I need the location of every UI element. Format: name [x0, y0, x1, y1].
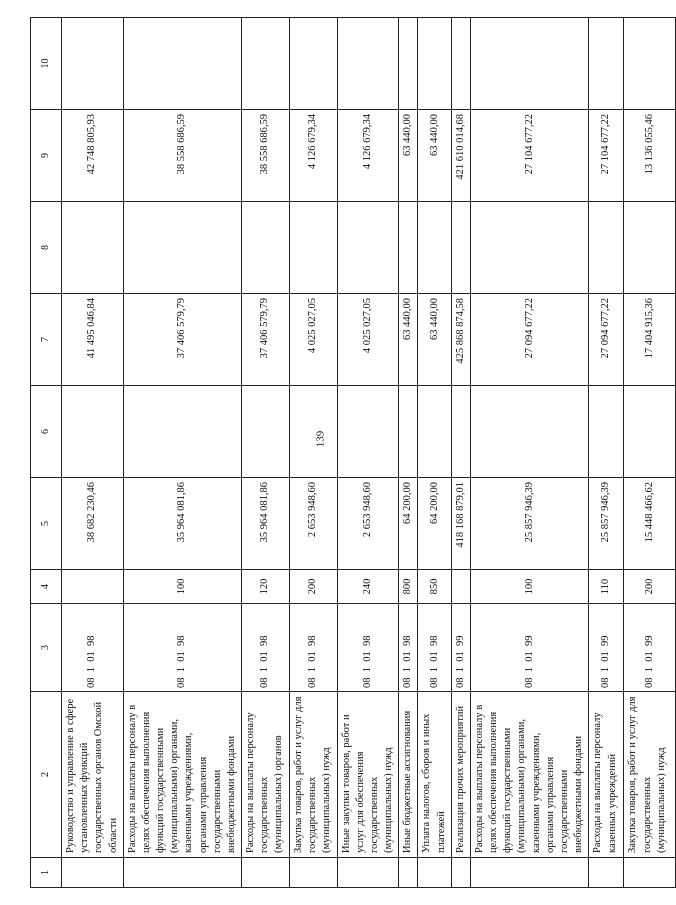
value-col5-cell: 25 857 946,39	[470, 478, 588, 570]
row-kvr-cell: 800	[399, 570, 418, 604]
row-name-cell: Уплата налогов, сборов и иных платежей	[418, 692, 451, 858]
table-row	[337, 18, 399, 888]
row-code-cell: 08 1 01 98	[337, 604, 399, 692]
value-col8-cell	[624, 202, 676, 294]
row-code-cell: 08 1 01 99	[589, 604, 624, 692]
row-kvr-cell: 240	[337, 570, 399, 604]
value-col7-cell: 37 406 579,79	[242, 294, 290, 386]
first-col-cell	[62, 858, 124, 888]
header-cell: 3	[31, 604, 62, 692]
header-row	[31, 18, 62, 888]
value-col5-cell: 64 200,00	[399, 478, 418, 570]
value-col8-cell	[470, 202, 588, 294]
row-code-cell: 08 1 01 98	[399, 604, 418, 692]
value-col6-cell	[624, 386, 676, 478]
value-col10-cell	[290, 18, 338, 110]
row-name-cell: Закупка товаров, работ и услуг для государственных (муниципальных) нужд	[624, 692, 676, 858]
row-code-cell: 08 1 01 99	[470, 604, 588, 692]
value-col10-cell	[242, 18, 290, 110]
value-col10-cell	[451, 18, 470, 110]
row-name-cell: Расходы на выплаты персоналу казенных учреждений	[589, 692, 624, 858]
value-col9-cell: 63 440,00	[399, 110, 418, 202]
header-cell: 1	[31, 858, 62, 888]
row-code-cell: 08 1 01 98	[123, 604, 241, 692]
value-col9-cell: 4 126 679,34	[290, 110, 338, 202]
value-col6-cell	[123, 386, 241, 478]
value-col7-cell: 425 868 874,58	[451, 294, 470, 386]
value-col5-cell: 2 653 948,60	[337, 478, 399, 570]
row-kvr-cell: 100	[123, 570, 241, 604]
value-col5-cell: 2 653 948,60	[290, 478, 338, 570]
value-col5-cell: 64 200,00	[418, 478, 451, 570]
first-col-cell	[123, 858, 241, 888]
first-col-cell	[418, 858, 451, 888]
row-name-cell: Иные бюджетные ассигнования	[399, 692, 418, 858]
row-kvr-cell	[62, 570, 124, 604]
value-col8-cell	[399, 202, 418, 294]
value-col9-cell: 13 136 055,46	[624, 110, 676, 202]
value-col9-cell: 38 558 686,59	[242, 110, 290, 202]
row-kvr-cell	[451, 570, 470, 604]
value-col8-cell	[418, 202, 451, 294]
table-row	[451, 18, 470, 888]
row-name-cell: Расходы на выплаты персоналу в целях обеспечения выполнения функций государственными (муниципальными) органами, казенными учреждениями, органами управления государственными внебюджетными фондами	[470, 692, 588, 858]
value-col9-cell: 421 610 014,68	[451, 110, 470, 202]
value-col9-cell: 38 558 686,59	[123, 110, 241, 202]
value-col5-cell: 15 448 466,62	[624, 478, 676, 570]
first-col-cell	[242, 858, 290, 888]
value-col7-cell: 27 094 677,22	[589, 294, 624, 386]
value-col7-cell: 27 094 677,22	[470, 294, 588, 386]
row-kvr-cell: 200	[290, 570, 338, 604]
value-col7-cell: 63 440,00	[399, 294, 418, 386]
value-col8-cell	[290, 202, 338, 294]
row-kvr-cell: 200	[624, 570, 676, 604]
value-col9-cell: 27 104 677,22	[589, 110, 624, 202]
value-col9-cell: 27 104 677,22	[470, 110, 588, 202]
header-cell: 9	[31, 110, 62, 202]
budget-table-rotated	[30, 18, 667, 888]
value-col5-cell: 25 857 946,39	[589, 478, 624, 570]
value-col10-cell	[589, 18, 624, 110]
value-col9-cell: 42 748 805,93	[62, 110, 124, 202]
header-cell: 6	[31, 386, 62, 478]
row-name-cell: Расходы на выплаты персоналу государственных (муниципальных) органов	[242, 692, 290, 858]
first-col-cell	[624, 858, 676, 888]
value-col6-cell	[399, 386, 418, 478]
value-col10-cell	[337, 18, 399, 110]
row-name-cell: Руководство и управление в сфере установленных функций государственных органов Омской области	[62, 692, 124, 858]
row-name-cell: Закупка товаров, работ и услуг для государственных (муниципальных) нужд	[290, 692, 338, 858]
header-cell: 10	[31, 18, 62, 110]
value-col6-cell	[470, 386, 588, 478]
value-col8-cell	[123, 202, 241, 294]
row-kvr-cell: 120	[242, 570, 290, 604]
row-code-cell: 08 1 01 98	[290, 604, 338, 692]
value-col6-cell	[337, 386, 399, 478]
header-cell: 8	[31, 202, 62, 294]
value-col9-cell: 63 440,00	[418, 110, 451, 202]
page-number: 139	[314, 430, 327, 448]
row-code-cell: 08 1 01 98	[242, 604, 290, 692]
header-cell: 5	[31, 478, 62, 570]
value-col6-cell	[62, 386, 124, 478]
row-kvr-cell: 850	[418, 570, 451, 604]
value-col7-cell: 41 495 046,84	[62, 294, 124, 386]
header-cell: 4	[31, 570, 62, 604]
first-col-cell	[589, 858, 624, 888]
value-col8-cell	[451, 202, 470, 294]
value-col7-cell: 4 025 027,05	[337, 294, 399, 386]
row-kvr-cell: 110	[589, 570, 624, 604]
value-col6-cell	[290, 386, 338, 478]
value-col10-cell	[418, 18, 451, 110]
table-row	[418, 18, 451, 888]
value-col7-cell: 17 404 915,36	[624, 294, 676, 386]
header-cell: 2	[31, 692, 62, 858]
value-col7-cell: 63 440,00	[418, 294, 451, 386]
row-code-cell: 08 1 01 99	[451, 604, 470, 692]
budget-table	[30, 17, 676, 888]
value-col5-cell: 418 168 879,01	[451, 478, 470, 570]
header-cell: 7	[31, 294, 62, 386]
value-col5-cell: 35 964 081,86	[242, 478, 290, 570]
value-col7-cell: 4 025 027,05	[290, 294, 338, 386]
value-col6-cell	[242, 386, 290, 478]
value-col6-cell	[589, 386, 624, 478]
row-name-cell: Иные закупки товаров, работ и услуг для обеспечения государственных (муниципальных) нужд	[337, 692, 399, 858]
value-col8-cell	[589, 202, 624, 294]
row-kvr-cell: 100	[470, 570, 588, 604]
value-col10-cell	[123, 18, 241, 110]
first-col-cell	[290, 858, 338, 888]
first-col-cell	[451, 858, 470, 888]
table-row	[123, 18, 241, 888]
value-col5-cell: 35 964 081,86	[123, 478, 241, 570]
table-row	[589, 18, 624, 888]
row-name-cell: Реализация прочих мероприятий	[451, 692, 470, 858]
value-col6-cell	[418, 386, 451, 478]
first-col-cell	[399, 858, 418, 888]
value-col8-cell	[242, 202, 290, 294]
row-name-cell: Расходы на выплаты персоналу в целях обеспечения выполнения функций государственными (муниципальными) органами, казенными учреждениями, органами управления государственными внебюджетными фондами	[123, 692, 241, 858]
first-col-cell	[470, 858, 588, 888]
value-col8-cell	[337, 202, 399, 294]
value-col10-cell	[62, 18, 124, 110]
value-col10-cell	[399, 18, 418, 110]
first-col-cell	[337, 858, 399, 888]
value-col8-cell	[62, 202, 124, 294]
row-code-cell: 08 1 01 98	[418, 604, 451, 692]
table-row	[242, 18, 290, 888]
value-col10-cell	[624, 18, 676, 110]
row-code-cell: 08 1 01 98	[62, 604, 124, 692]
value-col5-cell: 38 682 230,46	[62, 478, 124, 570]
value-col9-cell: 4 126 679,34	[337, 110, 399, 202]
value-col10-cell	[470, 18, 588, 110]
value-col7-cell: 37 406 579,79	[123, 294, 241, 386]
value-col6-cell	[451, 386, 470, 478]
table-row	[624, 18, 676, 888]
table-row	[470, 18, 588, 888]
table-row	[290, 18, 338, 888]
row-code-cell: 08 1 01 99	[624, 604, 676, 692]
table-row	[399, 18, 418, 888]
table-row	[62, 18, 124, 888]
